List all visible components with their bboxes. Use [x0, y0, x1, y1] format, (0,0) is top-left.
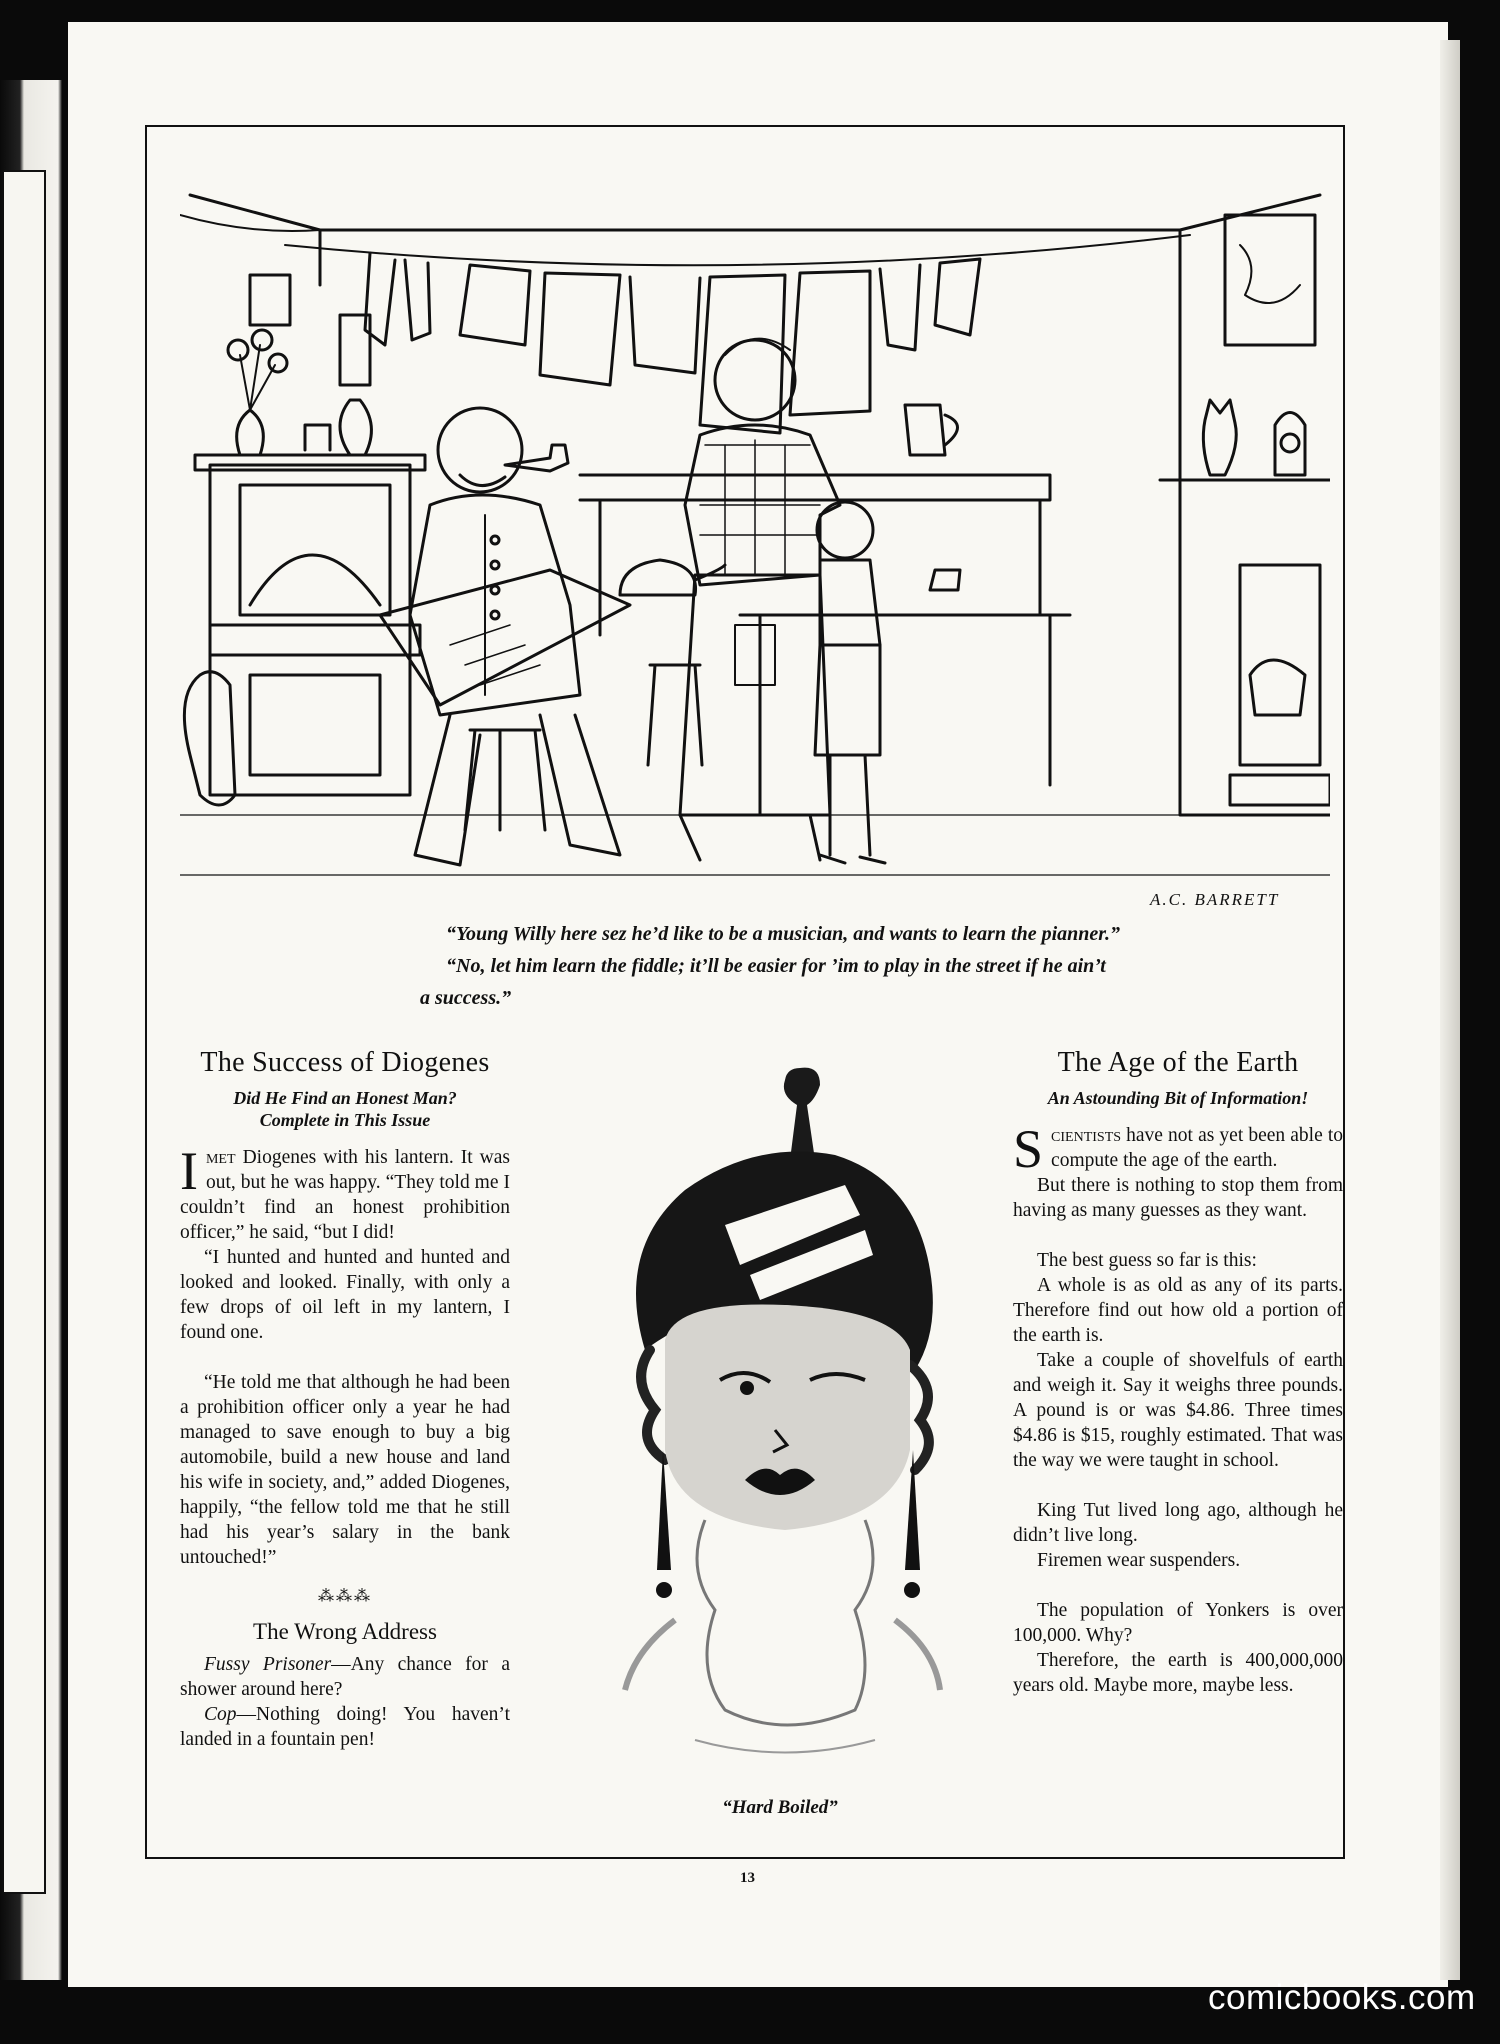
paragraph-text: Diogenes with his lantern. It was out, but he was happy. “They told me I couldn’t find an honest prohibition officer,” he said, “but I did!	[180, 1147, 510, 1243]
article-paragraph: Therefore, the earth is 400,000,000 years old. Maybe more, maybe less.	[1013, 1650, 1343, 1696]
left-page-edge	[0, 80, 62, 1980]
paragraph-text: have not as yet been able to compute the age of the earth.	[1051, 1125, 1343, 1171]
article-subtitle: An Astounding Bit of Information!	[1047, 1088, 1309, 1108]
article-paragraph: But there is nothing to stop them from having as many guesses as they want.	[1013, 1175, 1343, 1221]
first-word: cientists	[1051, 1125, 1122, 1146]
article-paragraph: Take a couple of shovelfuls of earth and weigh it. Say it weighs three pounds. A pound is or was $4.86. Three times $4.86 is $15, roughly estimated. That was the way we were taught in school.	[1013, 1350, 1343, 1471]
article-paragraph: “I hunted and hunted and hunted and looked and looked. Finally, with only a few drops of oil left in my lantern, I found one.	[180, 1247, 510, 1343]
article-paragraph: King Tut lived long ago, although he didn’t live long.	[1013, 1500, 1343, 1546]
left-column-article	[180, 1047, 510, 1752]
article-paragraph	[180, 1141, 510, 1245]
dialogue-line	[180, 1652, 510, 1702]
dialogue-text: —Nothing doing! You haven’t landed in a fountain pen!	[180, 1704, 510, 1750]
article-subtitle	[180, 1087, 510, 1131]
speaker-name: Fussy Prisoner	[204, 1654, 332, 1675]
hard-boiled-illustration	[575, 1050, 985, 1790]
drop-cap: S	[1013, 1119, 1044, 1179]
article-paragraph: “He told me that although he had been a prohibition officer only a year he had managed to save enough to buy a big automobile, build a new house and land his wife in society, and,” added Diogenes, happily, “the fellow told me that he still had his year’s salary in the bank untouched!”	[180, 1372, 510, 1568]
section-ornament: ⁂⁂⁂	[318, 1588, 372, 1605]
dialogue-text: —Any chance for a shower around here?	[180, 1654, 510, 1700]
speaker-name: Cop	[204, 1704, 237, 1725]
article-title: The Age of the Earth	[1057, 1047, 1299, 1078]
site-watermark: comicbooks.com	[1208, 1978, 1476, 2017]
caption-line-1: “Young Willy here sez he’d like to be a musician, and wants to learn the pianner.”	[446, 923, 1120, 945]
subtitle-line-1: Did He Find an Honest Man?	[233, 1088, 457, 1108]
caption-line-2: “No, let him learn the fiddle; it’ll be easier for ’im to play in the street if he ain’t a success.”	[420, 955, 1106, 1009]
page-number: 13	[740, 1870, 755, 1886]
artist-signature: A.C. BARRETT	[1150, 890, 1280, 909]
article-title: The Success of Diogenes	[200, 1047, 490, 1078]
first-word: met	[205, 1147, 236, 1168]
article-paragraph: The best guess so far is this:	[1037, 1250, 1257, 1271]
right-page-edge	[1440, 40, 1460, 1980]
article-paragraph: A whole is as old as any of its parts. Therefore find out how old a portion of the earth is.	[1013, 1275, 1343, 1346]
dialogue-line	[180, 1702, 510, 1752]
subtitle-line-2: Complete in This Issue	[259, 1110, 431, 1130]
article-paragraph: Firemen wear suspenders.	[1037, 1550, 1241, 1571]
article-paragraph	[1013, 1119, 1343, 1179]
right-column-article	[1013, 1047, 1343, 1698]
article-paragraph: The population of Yonkers is over 100,000. Why?	[1013, 1600, 1343, 1646]
illustration-caption: “Hard Boiled”	[722, 1797, 838, 1818]
family-cartoon-illustration	[180, 175, 1330, 905]
cartoon-caption	[420, 918, 1120, 1014]
story-title: The Wrong Address	[253, 1619, 437, 1644]
drop-cap: I	[180, 1141, 198, 1201]
